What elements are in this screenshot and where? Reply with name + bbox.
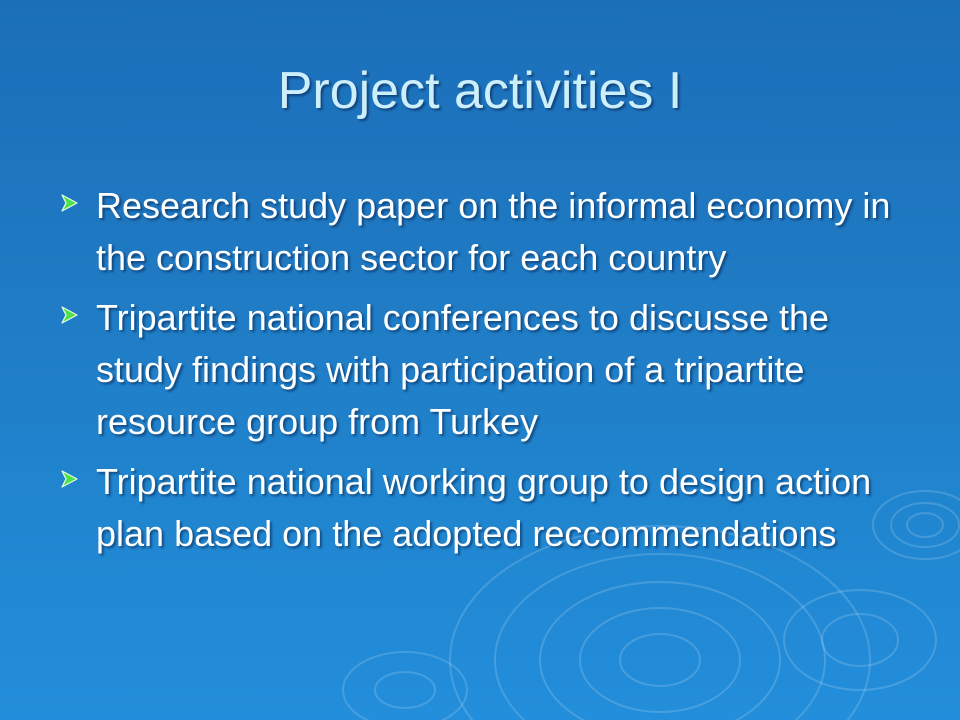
bullet-text: Tripartite national working group to design action plan based on the adopted reccommendations [96,461,872,554]
bullet-item [60,456,920,560]
slide-title: Project activities I [277,62,683,120]
bullet-item [60,292,920,448]
arrowhead-bullet-icon [60,193,80,213]
arrowhead-bullet-icon [60,305,80,325]
arrowhead-bullet-icon [60,469,80,489]
bullet-text: Research study paper on the informal economy in the construction sector for each country [96,185,891,278]
bullet-item [60,180,920,284]
bullet-text: Tripartite national conferences to discusse the study findings with participation of a tripartite resource group from Turkey [96,297,830,442]
bullet-list [60,180,920,568]
